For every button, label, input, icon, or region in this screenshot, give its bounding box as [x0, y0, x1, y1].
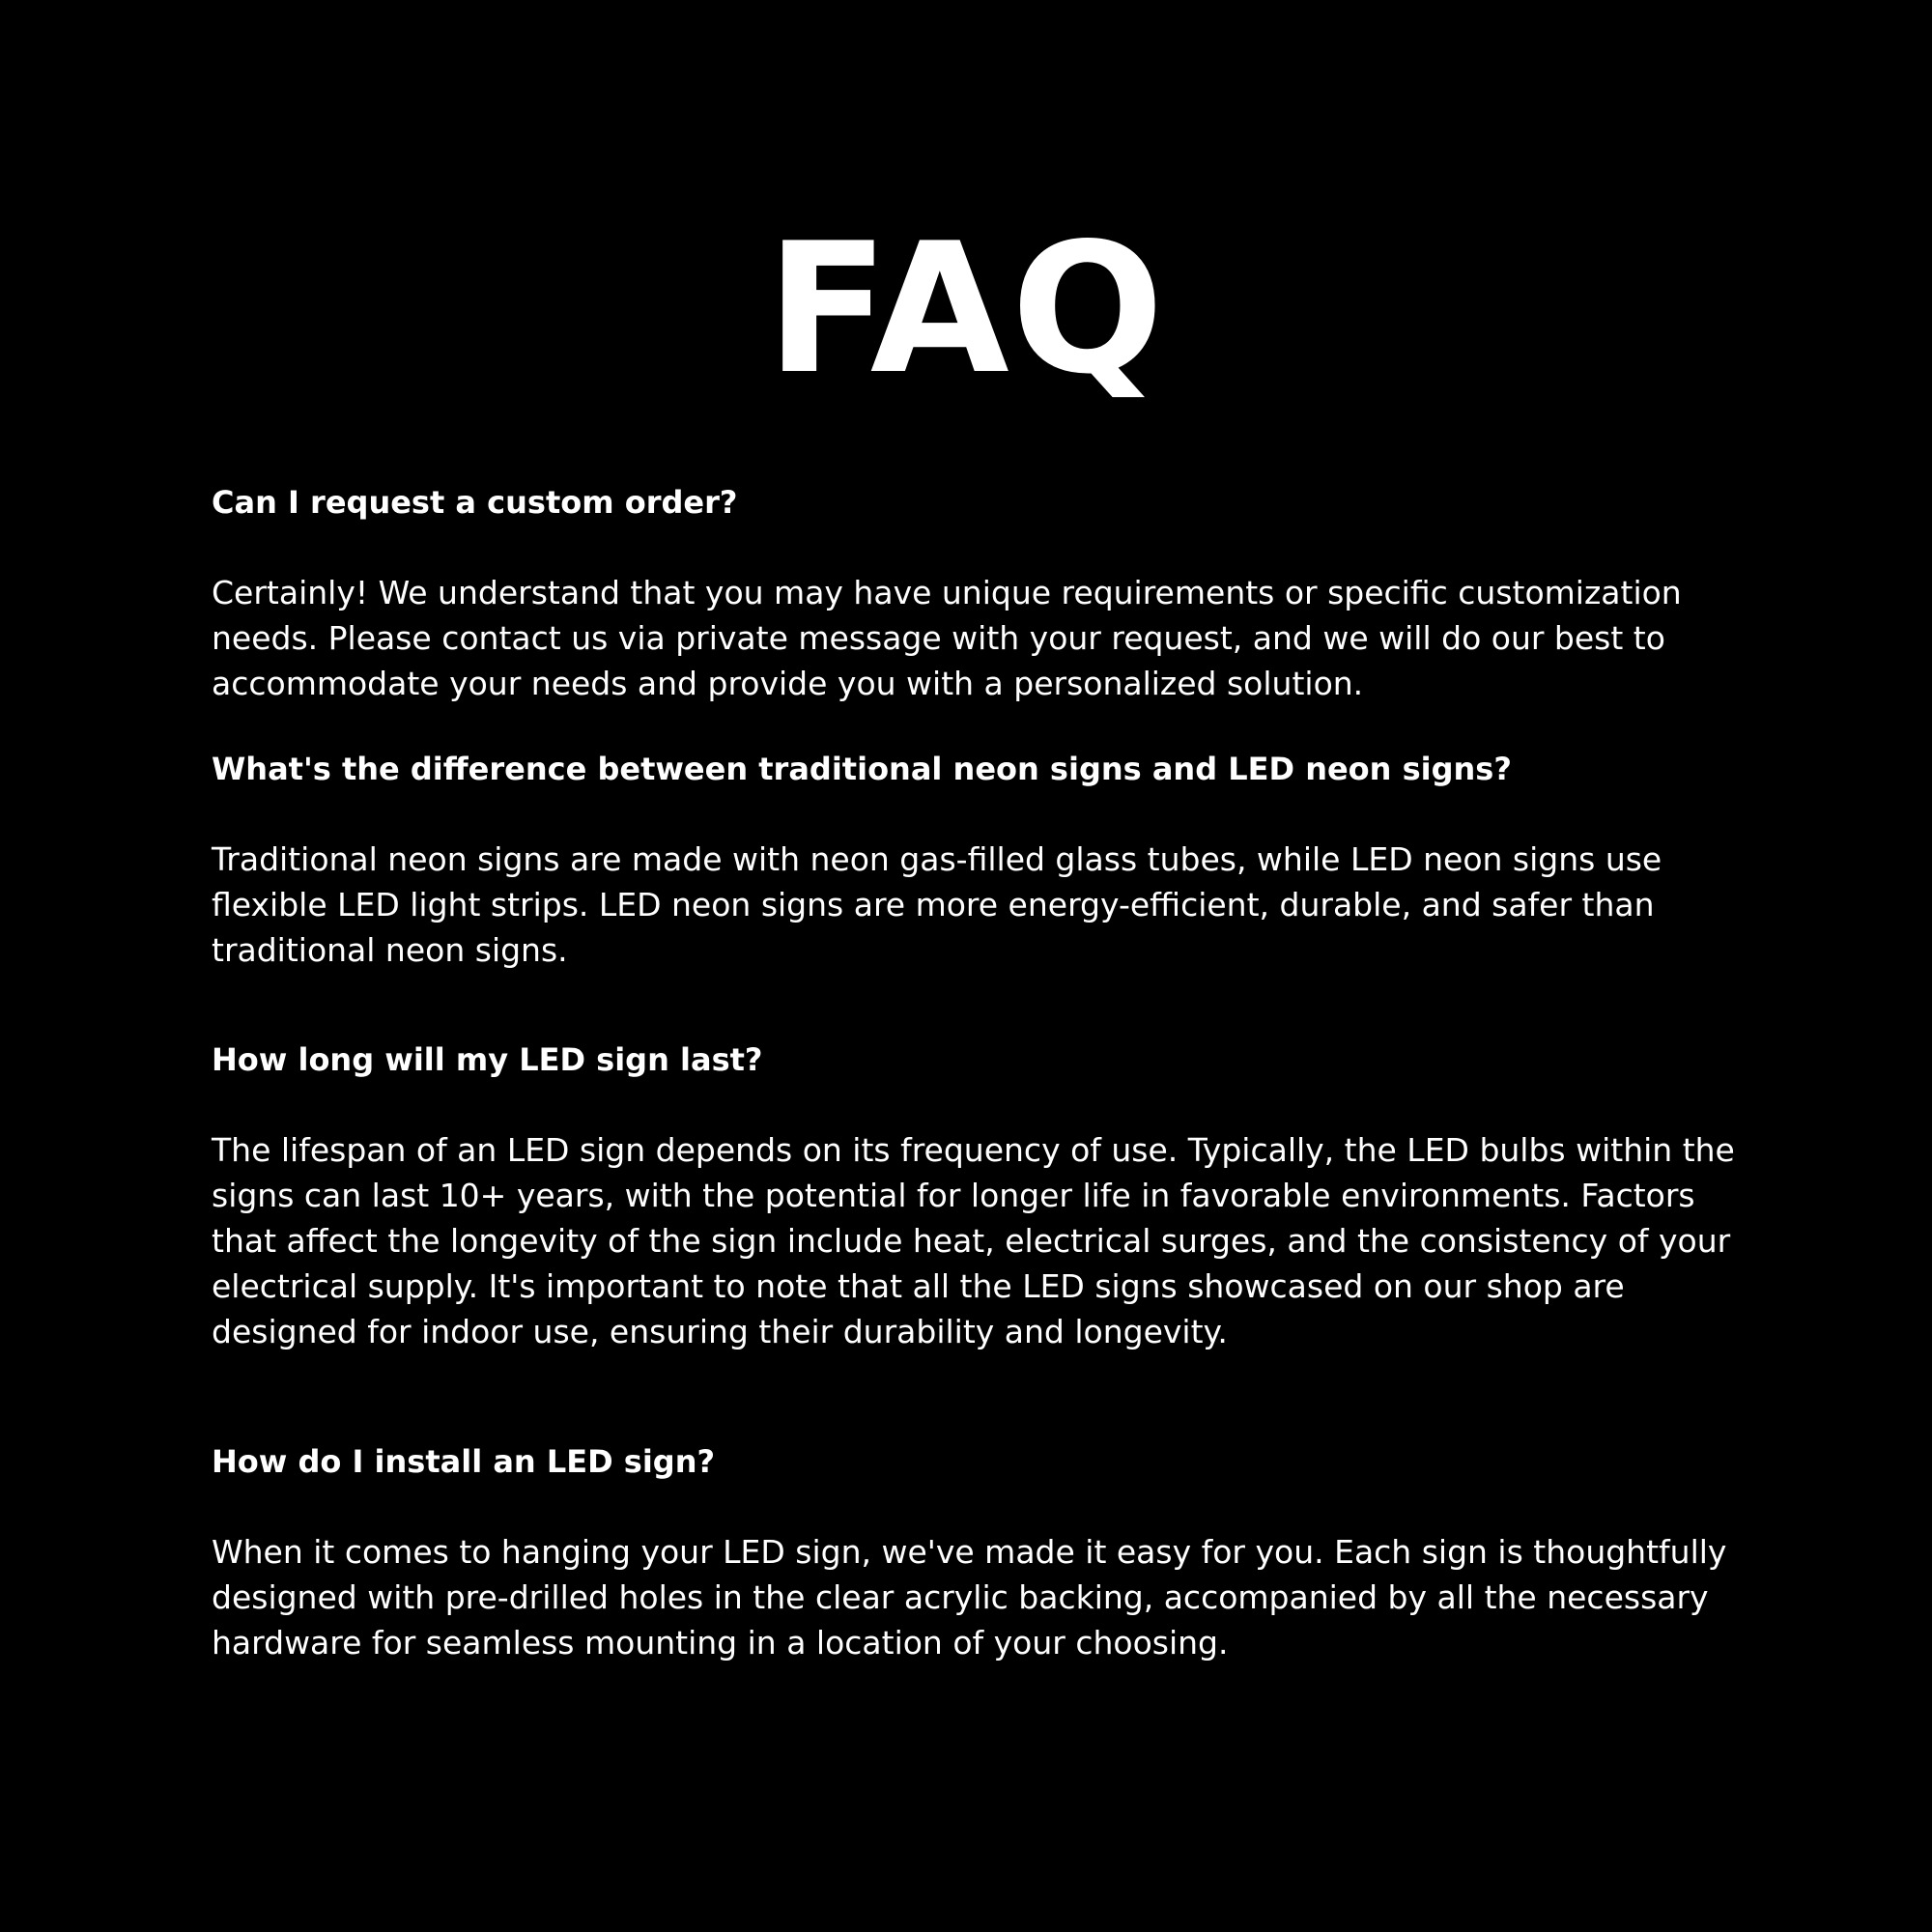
answer-line: designed with pre-drilled holes in the clear acrylic backing, accompanied by all the necessary	[212, 1578, 1709, 1616]
faq-answer-neon-difference	[212, 837, 1757, 973]
answer-line: accommodate your needs and provide you with a personalized solution.	[212, 665, 1364, 702]
faq-question-neon-difference: What's the difference between traditional neon signs and LED neon signs?	[212, 751, 1512, 787]
answer-line: signs can last 10+ years, with the potential for longer life in favorable environments. Factors	[212, 1177, 1695, 1214]
answer-line: The lifespan of an LED sign depends on its frequency of use. Typically, the LED bulbs within the	[212, 1131, 1735, 1169]
answer-line: that affect the longevity of the sign include heat, electrical surges, and the consistency of your	[212, 1222, 1731, 1260]
answer-line: flexible LED light strips. LED neon signs are more energy-efficient, durable, and safer than	[212, 886, 1655, 923]
answer-line: designed for indoor use, ensuring their durability and longevity.	[212, 1313, 1228, 1350]
page-title: FAQ	[766, 204, 1166, 413]
answer-line: Traditional neon signs are made with neon gas-filled glass tubes, while LED neon signs use	[212, 840, 1662, 878]
faq-answer-custom-order	[212, 570, 1757, 706]
answer-line: When it comes to hanging your LED sign, we've made it easy for you. Each sign is thoughtfully	[212, 1533, 1727, 1571]
faq-question-lifespan: How long will my LED sign last?	[212, 1041, 763, 1078]
answer-line: Certainly! We understand that you may have unique requirements or specific customization	[212, 574, 1682, 611]
faq-answer-lifespan	[212, 1127, 1757, 1354]
answer-line: electrical supply. It's important to note that all the LED signs showcased on our shop are	[212, 1267, 1625, 1305]
answer-line: traditional neon signs.	[212, 931, 568, 969]
faq-question-custom-order: Can I request a custom order?	[212, 484, 738, 521]
faq-answer-install	[212, 1529, 1757, 1665]
answer-line: needs. Please contact us via private message with your request, and we will do our best to	[212, 619, 1665, 657]
answer-line: hardware for seamless mounting in a location of your choosing.	[212, 1624, 1229, 1662]
faq-question-install: How do I install an LED sign?	[212, 1443, 716, 1480]
